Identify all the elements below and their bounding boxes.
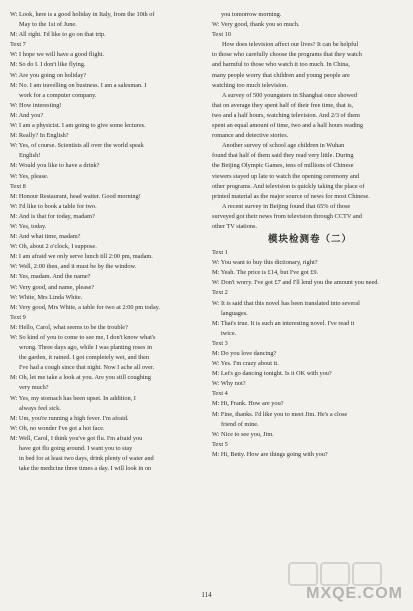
text-line: M: I am afraid we only serve lunch till 2:00 pm, madam. — [10, 253, 153, 261]
text-line: W: How interesting! — [10, 101, 62, 109]
text-line: M: Um, you're running a high fever. I'm afraid. — [10, 414, 129, 422]
text-label: Text 1 — [212, 249, 228, 257]
text-line: May to the 1st of June. — [19, 21, 77, 29]
text-line: the Beijing Olympic Games, tens of millions of Chinese — [212, 162, 354, 170]
text-line: W: I am a physicist. I am going to give some lectures. — [10, 122, 146, 130]
text-line: W: It is said that this novel has been translated into several — [212, 299, 360, 307]
text-line: W: Very good, thank you so much. — [212, 21, 300, 29]
text-label: Text 8 — [10, 182, 26, 190]
text-line: I've had a cough since that night. Now I ache all over. — [19, 364, 155, 372]
text-line: twice. — [221, 329, 237, 337]
text-line: M: That's true. It is such an interesting novel. I've read it — [212, 319, 355, 327]
text-label: Text 5 — [212, 440, 228, 448]
text-line: W: Are you going on holiday? — [10, 71, 87, 79]
text-line: W: Yes, today. — [10, 222, 47, 230]
text-line: M: Yeah. The price is £14, but I've got £9. — [212, 269, 319, 277]
text-line: friend of mine. — [221, 420, 259, 428]
text-line: have got flu going around. I want you to stay — [19, 445, 133, 453]
text-label: Text 7 — [10, 41, 26, 49]
text-line: W: I hope we will have a good flight. — [10, 51, 105, 59]
text-line: W: Don't worry. I've got £7 and I'll lend you the amount you need. — [212, 279, 379, 287]
text-line: M: Do you love dancing? — [212, 350, 277, 357]
section-heading: 模块检测卷（二） — [267, 234, 352, 246]
text-line: W: Oh, about 2 o'clock, I suppose. — [10, 243, 97, 251]
page-number: 114 — [201, 591, 212, 599]
text-line: that on average they spent half of their free time, that is, — [212, 101, 354, 109]
text-line: M: All right. I'd like to go on that trip. — [10, 31, 106, 39]
text-line: spent an equal amount of time, two and a half hours reading — [212, 122, 364, 130]
left-column — [10, 10, 198, 474]
text-label: Text 10 — [212, 31, 231, 39]
text-line: M: Hi, Frank. How are you? — [212, 400, 284, 408]
text-line: M: Yes, madam. And the name? — [10, 273, 91, 281]
text-line: W: So kind of you to come to see me, I don't know what's — [10, 334, 156, 341]
watermark-text: MXQE.COM — [306, 585, 403, 602]
text-line: M: Really? In English? — [10, 132, 69, 140]
text-line: How does television affect our lives? It can be helpful — [222, 41, 359, 49]
text-line: romance and detective stories. — [212, 132, 289, 140]
text-line: work for a computer company. — [19, 91, 97, 99]
text-line: W: You want to buy this dictionary, right? — [212, 259, 318, 267]
text-line: W: Why not? — [212, 380, 246, 388]
text-line: found that half of them said they read very little. During — [212, 152, 354, 160]
text-line: in bed for at least two days, drink plenty of water and — [19, 455, 154, 463]
text-label: Text 3 — [212, 339, 228, 347]
text-line: M: And you? — [10, 111, 44, 119]
text-line: W: Well, 2:00 then, and it must be by the window. — [10, 263, 137, 271]
text-line: many people worry that children and young people are — [212, 71, 350, 79]
text-line: wrong. Three days ago, while I was planting roses in — [19, 344, 152, 352]
text-line: and harmful to those who watch it too much. In China, — [212, 61, 350, 69]
text-line: M: Fine, thanks. I'd like you to meet Jim. He's a close — [212, 410, 348, 418]
text-line: W: White, Mrs Linda White. — [10, 293, 83, 301]
text-line: the garden, it rained. I got completely wet, and then — [19, 354, 150, 362]
text-line: M: Hello, Carol, what seems to be the trouble? — [10, 323, 128, 331]
text-line: Another survey of school age children in Wuhan — [222, 142, 345, 150]
text-line: W: Very good, and name, please? — [10, 283, 95, 291]
text-line: surveyed got their news from television through CCTV and — [212, 212, 362, 220]
text-line: very much? — [19, 384, 49, 392]
text-line: other TV stations. — [212, 222, 258, 230]
text-label: Text 2 — [212, 289, 228, 297]
text-label: Text 9 — [10, 313, 26, 321]
text-line: W: Oh, no wonder I've got a hot face. — [10, 424, 105, 432]
text-line: M: No. I am travelling on business. I am a salesman. I — [10, 81, 147, 89]
text-line: M: Hi, Betty. How are things going with you? — [212, 450, 328, 458]
text-line: W: Yes, please. — [10, 172, 49, 180]
text-label: Text 4 — [212, 390, 228, 398]
text-line: always feel sick. — [19, 404, 61, 412]
text-line: printed material as the major source of news for most Chinese. — [212, 192, 370, 200]
text-line: M: And is that for today, madam? — [10, 212, 95, 220]
text-line: W: Nice to see you, Jim. — [212, 430, 274, 438]
text-line: W: Look, here is a good holiday in Italy, from the 10th of — [10, 11, 155, 18]
text-line: English! — [19, 152, 41, 160]
text-line: A recent survey in Beijing found that 65% of those — [222, 202, 351, 210]
text-line: two and a half hours, watching television. And 2/3 of them — [212, 111, 360, 119]
text-line: M: Would you like to have a drink? — [10, 162, 100, 170]
text-line: to those who carefully choose the programs that they watch — [212, 51, 362, 59]
text-line: W: I'd like to book a table for two. — [10, 202, 97, 210]
text-line: watching too much television. — [212, 81, 288, 89]
text-line: W: Yes, of course. Scientists all over the world speak — [10, 142, 144, 150]
text-line: M: So do I. I don't like flying. — [10, 61, 86, 69]
text-line: you tomorrow morning. — [221, 11, 282, 18]
text-line: M: Oh, let me take a look at you. Are you still coughing — [10, 374, 151, 382]
text-line: W: Yes, my stomach has been upset. In addition, I — [10, 394, 136, 402]
text-line: other programs. And television is quickly taking the place of — [212, 182, 365, 190]
right-column — [212, 10, 408, 460]
text-line: M: Honour Restaurant, head waiter. Good morning! — [10, 192, 141, 200]
text-line: take the medicine three times a day. I will look in on — [19, 465, 152, 473]
text-line: viewers stayed up late to watch the opening ceremony and — [212, 172, 360, 180]
text-line: M: And what time, madam? — [10, 233, 81, 241]
text-line: M: Well, Carol, I think you've got flu. I'm afraid you — [10, 434, 143, 442]
text-line: languages. — [221, 309, 248, 317]
text-line: A survey of 500 youngsters in Shanghai once showed — [222, 91, 358, 99]
text-line: W: Yes. I'm crazy about it. — [212, 360, 279, 368]
text-line: M: Let's go dancing tonight. Is it OK with you? — [212, 370, 332, 378]
text-line: M: Very good, Mrs White, a table for two at 2:00 pm today. — [10, 303, 160, 311]
